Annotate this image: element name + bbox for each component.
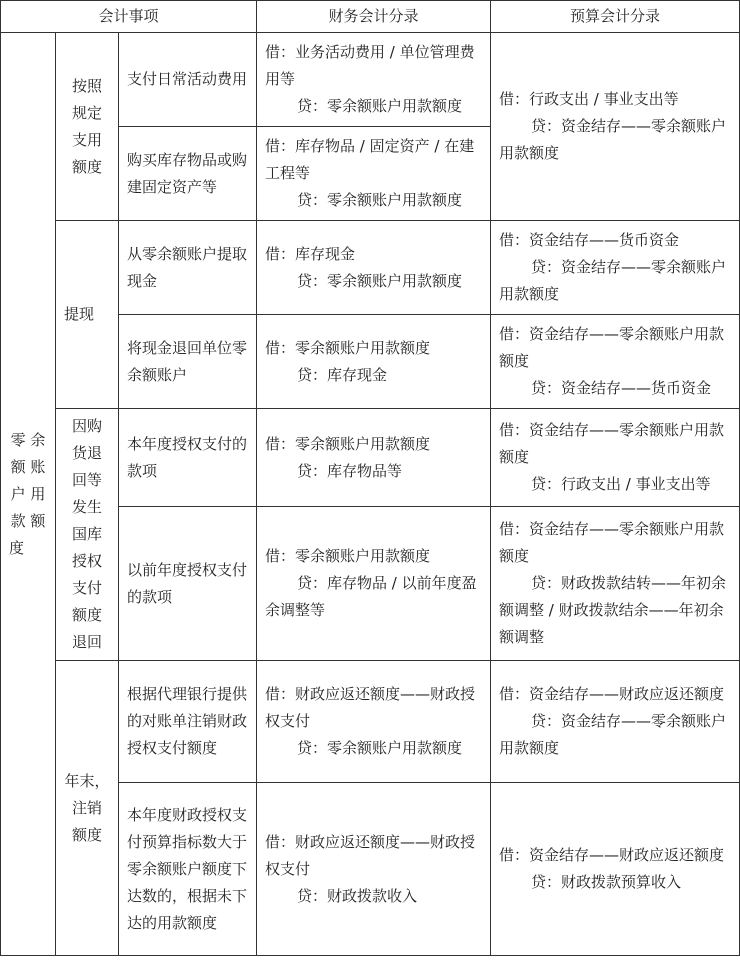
group-label-line: 支用 xyxy=(71,130,102,149)
group-label-4 xyxy=(56,661,119,956)
financial-entry xyxy=(257,661,491,783)
group-label-line: 回等 xyxy=(71,471,102,489)
header-budget: 预算会计分录 xyxy=(491,1,740,33)
financial-entry xyxy=(257,783,491,956)
budget-entry xyxy=(491,409,740,507)
debit-line: 借：零余额账户用款额度 xyxy=(265,338,431,357)
debit-line: 借：行政支出 / 事业支出等 xyxy=(499,90,679,108)
debit-line: 借：资金结存——零余额账户用款额度 xyxy=(499,325,725,370)
credit-line: 贷：资金结存——零余额账户用款额度 xyxy=(499,712,727,757)
group-label-line: 授权 xyxy=(71,552,102,570)
group-label-line: 规定 xyxy=(71,103,102,122)
financial-entry xyxy=(257,127,491,221)
group-label-line: 额度 xyxy=(71,157,102,176)
credit-line: 贷：资金结存——零余额账户用款额度 xyxy=(499,258,727,303)
credit-line: 贷：财政拨款结转——年初余额调整 / 财政拨款结余——年初余额调整 xyxy=(499,574,727,647)
credit-line: 贷：库存现金 xyxy=(297,365,388,384)
level1-label-line: 款 额 xyxy=(10,511,46,530)
group-label-line: 退回 xyxy=(71,633,102,651)
item-cell: 本年度授权支付的款项 xyxy=(119,409,257,507)
credit-line: 贷：财政拨款预算收入 xyxy=(531,873,682,891)
item-cell: 本年度财政授权支付预算指标数大于零余额账户额度下达数的，根据未下达的用款额度 xyxy=(119,783,257,956)
group-label-line: 按照 xyxy=(71,76,102,95)
credit-line: 贷：财政拨款收入 xyxy=(297,886,418,905)
header-matter: 会计事项 xyxy=(1,1,257,33)
debit-line: 借：零余额账户用款额度 xyxy=(265,434,431,453)
group-label-line: 因购 xyxy=(71,417,102,435)
credit-line: 贷：行政支出 / 事业支出等 xyxy=(531,475,711,494)
financial-entry xyxy=(257,221,491,315)
table-row xyxy=(1,33,740,127)
debit-line: 借：资金结存——零余额账户用款额度 xyxy=(499,520,725,566)
item-cell: 支付日常活动费用 xyxy=(119,33,257,127)
debit-line: 借：资金结存——货币资金 xyxy=(499,231,680,249)
financial-entry xyxy=(257,315,491,409)
debit-line: 借：业务活动费用 / 单位管理费用等 xyxy=(265,43,475,88)
level1-label-line: 度 xyxy=(9,538,25,557)
budget-entry xyxy=(491,783,740,956)
credit-line: 贷：零余额账户用款额度 xyxy=(297,191,463,209)
group-label-line: 支付 xyxy=(71,579,102,597)
credit-line: 贷：库存物品 / 以前年度盈余调整等 xyxy=(265,574,477,620)
debit-line: 借：资金结存——财政应返还额度 xyxy=(499,846,725,864)
credit-line: 贷：库存物品等 xyxy=(297,461,403,480)
level1-label-line: 零 余 xyxy=(10,430,46,449)
group-label-3 xyxy=(56,409,119,661)
credit-line: 贷：资金结存——零余额账户用款额度 xyxy=(499,117,727,162)
group-label-line: 注销 xyxy=(71,798,102,817)
financial-entry xyxy=(257,33,491,127)
header-row xyxy=(1,1,740,33)
group-label-line: 货退 xyxy=(71,444,102,462)
table-row xyxy=(1,409,740,507)
debit-line: 借：财政应返还额度——财政授权支付 xyxy=(265,832,476,878)
level1-label xyxy=(1,33,56,956)
credit-line: 贷：零余额账户用款额度 xyxy=(297,739,463,757)
group-label-line: 国库 xyxy=(71,525,102,543)
budget-entry xyxy=(491,221,740,315)
budget-entry xyxy=(491,315,740,409)
item-cell: 将现金退回单位零余额账户 xyxy=(119,315,257,409)
item-cell: 购买库存物品或购建固定资产等 xyxy=(119,127,257,221)
table-row xyxy=(1,661,740,783)
item-cell: 根据代理银行提供的对账单注销财政授权支付额度 xyxy=(119,661,257,783)
group-label-line: 年末， xyxy=(64,771,110,790)
group-label-2: 提现 xyxy=(56,221,119,409)
table-row xyxy=(1,221,740,315)
financial-entry xyxy=(257,507,491,661)
debit-line: 借：零余额账户用款额度 xyxy=(265,547,431,566)
credit-line: 贷：零余额账户用款额度 xyxy=(297,271,463,290)
debit-line: 借：库存现金 xyxy=(265,244,356,263)
credit-line: 贷：零余额账户用款额度 xyxy=(297,97,463,115)
item-cell: 以前年度授权支付的款项 xyxy=(119,507,257,661)
debit-line: 借：资金结存——零余额账户用款额度 xyxy=(499,421,725,467)
item-cell: 从零余额账户提取现金 xyxy=(119,221,257,315)
debit-line: 借：库存物品 / 固定资产 / 在建工程等 xyxy=(265,137,475,182)
group-label-line: 额度 xyxy=(71,825,102,844)
debit-line: 借：财政应返还额度——财政授权支付 xyxy=(265,685,476,730)
level1-label-line: 额 账 xyxy=(10,457,46,476)
credit-line: 贷：资金结存——货币资金 xyxy=(531,379,712,397)
group-label-line: 发生 xyxy=(71,498,102,516)
budget-entry xyxy=(491,507,740,661)
budget-entry xyxy=(491,33,740,221)
group-label-1 xyxy=(56,33,119,221)
financial-entry xyxy=(257,409,491,507)
level1-label-line: 户 用 xyxy=(10,484,46,503)
header-financial: 财务会计分录 xyxy=(257,1,491,33)
budget-entry xyxy=(491,661,740,783)
debit-line: 借：资金结存——财政应返还额度 xyxy=(499,685,725,703)
group-label-line: 额度 xyxy=(71,606,102,624)
